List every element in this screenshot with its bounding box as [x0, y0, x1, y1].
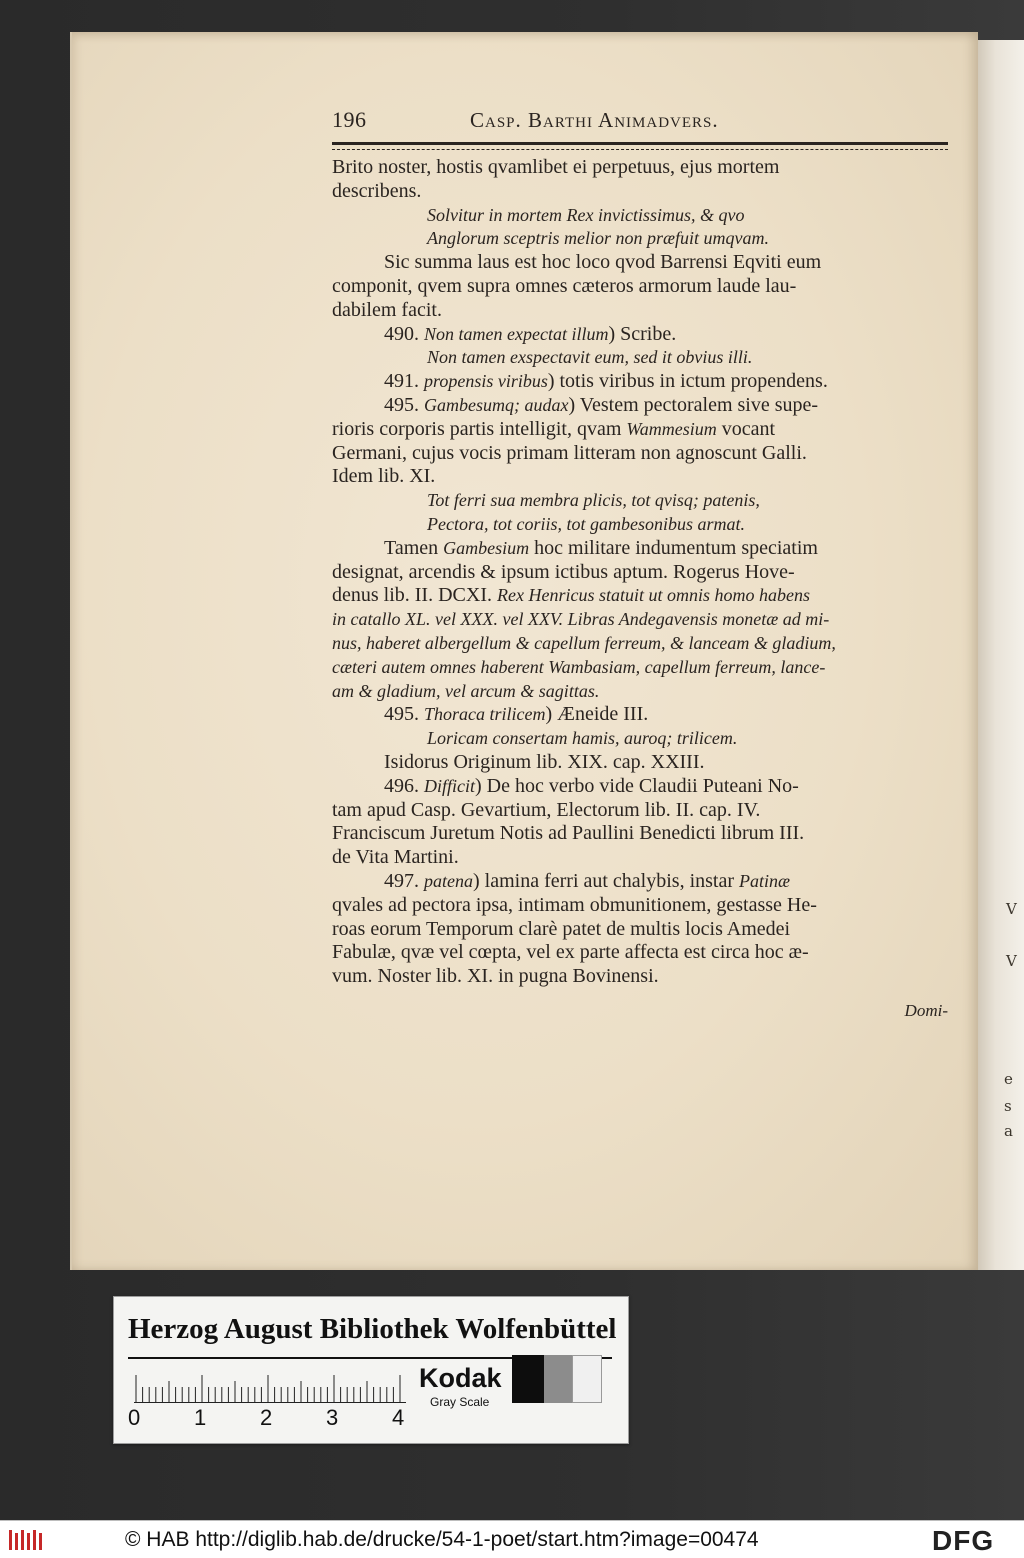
kodak-logo: Kodak	[419, 1363, 502, 1393]
text-line	[332, 180, 948, 204]
text-line	[332, 799, 948, 823]
running-head-title: Casp. Barthi Animadvers.	[470, 108, 719, 132]
text-line	[332, 822, 948, 846]
roman-text: designat, arcendis & ipsum ictibus aptum. Rogerus Hove-	[332, 560, 795, 583]
italic-text: Gambesumq; audax	[424, 394, 569, 415]
text-line	[332, 370, 948, 394]
roman-text: tam apud Casp. Gevartium, Electorum lib. II. cap. IV.	[332, 798, 761, 821]
roman-text: Fabulæ, qvæ vel cœpta, vel ex parte affecta est circa hoc æ-	[332, 941, 809, 964]
italic-text: Tot ferri sua membra plicis, tot qvisq; patenis,	[427, 490, 760, 511]
page-text-block	[332, 108, 948, 1023]
text-line	[332, 727, 948, 751]
adjacent-page-fragment: s	[1004, 1097, 1012, 1115]
italic-text: Thoraca trilicem	[424, 704, 546, 725]
italic-text: Patinæ	[739, 870, 791, 891]
text-line	[332, 632, 948, 656]
text-line	[332, 418, 948, 442]
italic-text: Pectora, tot coriis, tot gambesonibus armat.	[427, 513, 745, 534]
italic-text: Gambesium	[443, 537, 530, 558]
italic-text: Difficit	[424, 775, 475, 796]
adjacent-page-fragment: e	[1004, 1070, 1013, 1088]
roman-text: de Vita Martini.	[332, 846, 459, 869]
ruler-number: 2	[260, 1405, 273, 1430]
text-line	[332, 918, 948, 942]
footer-bar	[0, 1520, 1024, 1558]
text-line	[332, 965, 948, 989]
italic-text: Anglorum sceptris melior non præfuit umqvam.	[427, 228, 769, 249]
text-line	[332, 870, 948, 894]
text-line	[332, 537, 948, 561]
roman-text: ) lamina ferri aut chalybis, instar	[473, 869, 740, 892]
roman-text: ) Vestem pectoralem sive supe-	[568, 393, 819, 416]
text-line	[332, 251, 948, 275]
roman-text: ) Æneide III.	[545, 703, 649, 726]
roman-text: qvales ad pectora ipsa, intimam obmunitionem, gestasse He-	[332, 893, 817, 916]
roman-text: vum. Noster lib. XI. in pugna Bovinensi.	[332, 965, 659, 988]
italic-text: Rex Henricus statuit ut omnis homo habens	[496, 585, 810, 606]
italic-text: propensis viribus	[424, 371, 548, 392]
institution-name: Herzog August Bibliothek Wolfenbüttel	[128, 1313, 617, 1345]
library-color-bar	[113, 1296, 629, 1444]
italic-text: Wammesium	[626, 418, 717, 439]
roman-text: Sic summa laus est hoc loco qvod Barrensi Eqviti eum	[384, 251, 822, 274]
text-line	[332, 465, 948, 489]
text-line	[332, 656, 948, 680]
ruler-scale	[134, 1373, 406, 1403]
roman-text: dabilem facit.	[332, 298, 442, 321]
text-line	[332, 227, 948, 251]
text-line	[332, 299, 948, 323]
text-line	[332, 275, 948, 299]
roman-text: Brito noster, hostis qvamlibet ei perpetuus, ejus mortem	[332, 156, 780, 178]
dfg-logo: DFG	[932, 1525, 995, 1556]
italic-text: Non tamen exspectavit eum, sed it obvius illi.	[427, 347, 753, 368]
roman-text: 490.	[384, 322, 424, 345]
ruler-number: 4	[392, 1405, 405, 1430]
text-line	[332, 941, 948, 965]
roman-text: 496.	[384, 774, 424, 797]
adjacent-page-edge	[975, 40, 1024, 1270]
gray-swatch-white	[572, 1355, 602, 1403]
text-lines	[332, 156, 948, 989]
roman-text: Tamen	[384, 536, 444, 559]
roman-text: 495.	[384, 393, 424, 416]
text-line	[332, 703, 948, 727]
italic-text: Non tamen expectat illum	[424, 323, 609, 344]
text-line	[332, 156, 948, 180]
roman-text: Idem lib. XI.	[332, 465, 436, 488]
ruler-number: 0	[128, 1405, 141, 1430]
adjacent-page-fragment: V	[1006, 900, 1017, 918]
italic-text: Solvitur in mortem Rex invictissimus, & qvo	[427, 204, 745, 225]
text-line	[332, 584, 948, 608]
text-line	[332, 608, 948, 632]
roman-text: ) De hoc verbo vide Claudii Puteani No-	[475, 774, 799, 797]
roman-text: 497.	[384, 869, 424, 892]
text-line	[332, 775, 948, 799]
adjacent-page-fragment: V	[1006, 952, 1017, 970]
running-head	[332, 108, 948, 138]
text-line	[332, 204, 948, 228]
text-line	[332, 513, 948, 537]
italic-text: Loricam consertam hamis, auroq; trilicem.	[427, 728, 738, 749]
roman-text: 495.	[384, 703, 424, 726]
roman-text: ) Scribe.	[608, 322, 677, 345]
roman-text: vocant	[716, 417, 776, 440]
roman-text: ) totis viribus in ictum propendens.	[547, 370, 828, 393]
roman-text: rioris corporis partis intelligit, qvam	[332, 417, 627, 440]
gray-scale-caption: Gray Scale	[430, 1395, 490, 1409]
text-line	[332, 394, 948, 418]
text-line	[332, 346, 948, 370]
ruler-numbers	[124, 1405, 404, 1431]
text-line	[332, 489, 948, 513]
gray-swatch-mid	[544, 1355, 572, 1403]
text-line	[332, 323, 948, 347]
catchword: Domi-	[904, 1000, 948, 1020]
text-line	[332, 751, 948, 775]
ruler-number: 1	[194, 1405, 207, 1430]
footer-credit: © HAB http://diglib.hab.de/drucke/54-1-poet/start.htm?image=00474	[125, 1528, 759, 1551]
roman-text: componit, qvem supra omnes cæteros armorum laude lau-	[332, 274, 797, 297]
italic-text: nus, haberet albergellum & capellum ferreum, & lanceam & gladium,	[332, 632, 836, 653]
roman-text: describens.	[332, 179, 422, 202]
roman-text: denus lib. II. DCXI.	[332, 584, 497, 607]
roman-text: roas eorum Temporum clarè patet de multis locis Amedei	[332, 917, 791, 940]
italic-text: in catallo XL. vel XXX. vel XXV. Libras Andegavensis monetæ ad mi-	[332, 609, 830, 630]
hab-logo-icon	[8, 1528, 48, 1552]
italic-text: am & gladium, vel arcum & sagittas.	[332, 680, 600, 701]
text-line	[332, 442, 948, 466]
text-line	[332, 846, 948, 870]
text-line	[332, 561, 948, 585]
roman-text: Franciscum Juretum Notis ad Paullini Benedicti librum III.	[332, 822, 805, 845]
roman-text: Germani, cujus vocis primam litteram non agnoscunt Galli.	[332, 441, 807, 464]
roman-text: 491.	[384, 370, 424, 393]
head-rule	[332, 142, 948, 150]
italic-text: patena	[424, 870, 473, 891]
roman-text: Isidorus Originum lib. XIX. cap. XXIII.	[384, 750, 705, 773]
text-line	[332, 894, 948, 918]
text-line	[332, 680, 948, 704]
ruler-number: 3	[326, 1405, 339, 1430]
italic-text: cæteri autem omnes haberent Wambasiam, capellum ferreum, lance-	[332, 656, 826, 677]
roman-text: hoc militare indumentum speciatim	[529, 536, 818, 559]
adjacent-page-fragment: a	[1004, 1122, 1013, 1140]
gray-swatch-black	[512, 1355, 544, 1403]
page-number: 196	[332, 107, 367, 132]
